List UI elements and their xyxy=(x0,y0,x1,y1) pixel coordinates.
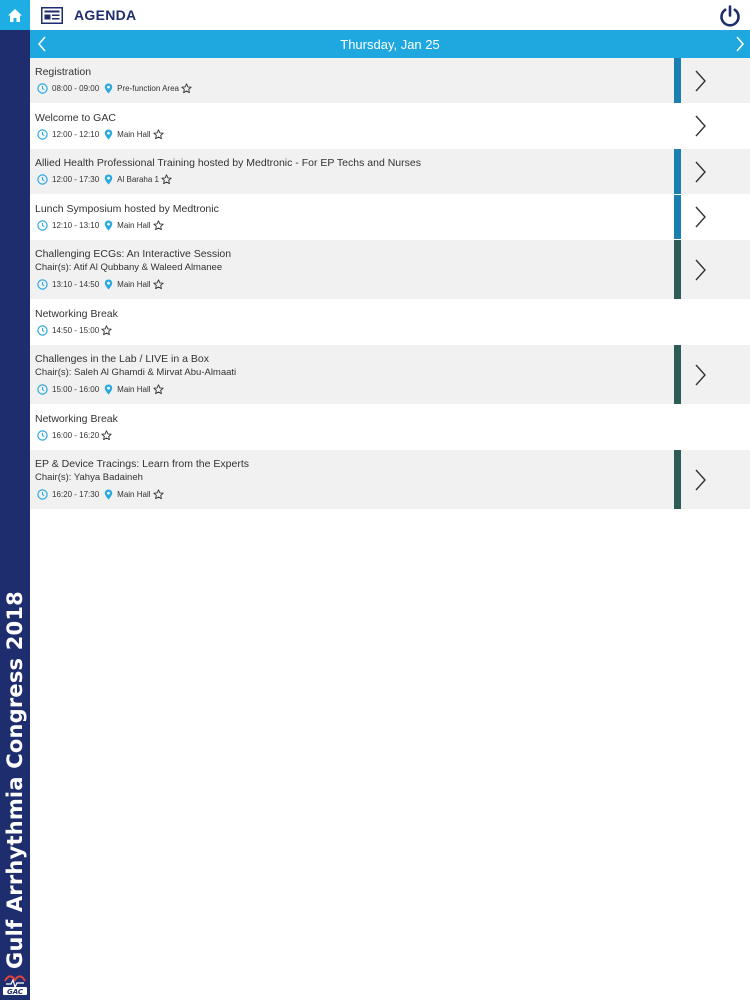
clock-icon xyxy=(37,129,48,140)
sidebar xyxy=(0,0,30,1000)
chevron-right-icon xyxy=(693,258,707,282)
session-title: Challenging ECGs: An Interactive Session xyxy=(35,248,232,260)
home-icon xyxy=(7,8,23,23)
session-row[interactable] xyxy=(30,195,750,240)
session-track-bar xyxy=(674,240,681,299)
clock-icon xyxy=(37,384,48,395)
session-detail-button[interactable] xyxy=(682,58,718,103)
session-detail-button[interactable] xyxy=(682,104,718,148)
gac-logo-text: GAC xyxy=(6,988,24,996)
session-detail-button[interactable] xyxy=(682,195,718,239)
session-time: 16:20 - 17:30 xyxy=(52,489,100,499)
session-detail-button[interactable] xyxy=(682,240,718,299)
session-list xyxy=(30,58,750,510)
date-navigation-bar xyxy=(30,30,750,58)
session-row xyxy=(30,300,750,345)
session-title: Networking Break xyxy=(35,413,118,425)
session-meta xyxy=(37,278,164,290)
session-location: Main Hall xyxy=(117,220,151,230)
session-time: 12:10 - 13:10 xyxy=(52,220,100,230)
clock-icon xyxy=(37,174,48,185)
clock-icon xyxy=(37,489,48,500)
session-row[interactable] xyxy=(30,149,750,195)
session-row xyxy=(30,405,750,450)
session-title: Welcome to GAC xyxy=(35,112,116,124)
location-pin-icon xyxy=(104,384,113,395)
session-meta xyxy=(37,82,192,94)
session-chairs: Chair(s): Atif Al Qubbany & Waleed Almanee xyxy=(35,262,223,273)
session-time: 12:00 - 12:10 xyxy=(52,129,100,139)
session-chairs: Chair(s): Yahya Badaineh xyxy=(35,472,143,483)
session-time: 15:00 - 16:00 xyxy=(52,384,100,394)
session-location: Pre-function Area xyxy=(117,83,179,93)
session-row[interactable] xyxy=(30,58,750,104)
chevron-right-icon xyxy=(693,205,707,229)
chevron-right-icon xyxy=(693,468,707,492)
session-title: Challenges in the Lab / LIVE in a Box xyxy=(35,353,209,365)
location-pin-icon xyxy=(104,174,113,185)
home-button[interactable] xyxy=(0,0,30,30)
session-location: Main Hall xyxy=(117,489,151,499)
chevron-right-icon xyxy=(693,69,707,93)
session-track-bar xyxy=(674,149,681,194)
session-time: 16:00 - 16:20 xyxy=(52,430,100,440)
favorite-star-icon[interactable] xyxy=(153,489,164,500)
location-pin-icon xyxy=(104,489,113,500)
location-pin-icon xyxy=(104,83,113,94)
congress-brand-text: Gulf Arrhythmia Congress 2018 xyxy=(3,591,27,969)
gac-logo xyxy=(2,972,28,996)
session-location: Main Hall xyxy=(117,129,151,139)
chevron-right-icon xyxy=(693,114,707,138)
session-detail-button[interactable] xyxy=(682,450,718,509)
session-detail-button[interactable] xyxy=(682,345,718,404)
session-track-bar xyxy=(674,195,681,239)
chevron-right-icon xyxy=(693,160,707,184)
favorite-star-icon[interactable] xyxy=(153,279,164,290)
session-location: Al Baraha 1 xyxy=(117,174,159,184)
session-meta xyxy=(37,324,112,336)
clock-icon xyxy=(37,430,48,441)
session-title: Lunch Symposium hosted by Medtronic xyxy=(35,203,219,215)
session-track-bar xyxy=(674,450,681,509)
session-time: 14:50 - 15:00 xyxy=(52,325,100,335)
session-meta xyxy=(37,128,164,140)
session-title: Registration xyxy=(35,66,92,78)
favorite-star-icon[interactable] xyxy=(153,384,164,395)
session-row[interactable] xyxy=(30,345,750,405)
session-title: Networking Break xyxy=(35,308,118,320)
top-header xyxy=(30,0,750,30)
location-pin-icon xyxy=(104,220,113,231)
session-location: Main Hall xyxy=(117,279,151,289)
session-meta xyxy=(37,383,164,395)
power-icon[interactable] xyxy=(718,4,742,28)
clock-icon xyxy=(37,83,48,94)
agenda-icon xyxy=(41,7,63,24)
session-time: 13:10 - 14:50 xyxy=(52,279,100,289)
favorite-star-icon[interactable] xyxy=(153,220,164,231)
session-title: Allied Health Professional Training hosted by Medtronic - For EP Techs and Nurses xyxy=(35,157,421,169)
session-time: 12:00 - 17:30 xyxy=(52,174,100,184)
session-meta xyxy=(37,219,164,231)
favorite-star-icon[interactable] xyxy=(101,430,112,441)
favorite-star-icon[interactable] xyxy=(181,83,192,94)
session-track-bar xyxy=(674,58,681,103)
session-chairs: Chair(s): Saleh Al Ghamdi & Mirvat Abu-Almaati xyxy=(35,367,237,378)
session-row[interactable] xyxy=(30,240,750,300)
favorite-star-icon[interactable] xyxy=(101,325,112,336)
next-day-chevron-icon[interactable] xyxy=(730,34,748,54)
session-meta xyxy=(37,488,164,500)
session-location: Main Hall xyxy=(117,384,151,394)
favorite-star-icon[interactable] xyxy=(161,174,172,185)
session-meta xyxy=(37,429,112,441)
session-track-bar xyxy=(674,345,681,404)
session-meta xyxy=(37,173,172,185)
chevron-right-icon xyxy=(693,363,707,387)
session-row[interactable] xyxy=(30,450,750,510)
clock-icon xyxy=(37,325,48,336)
clock-icon xyxy=(37,279,48,290)
current-date-label: Thursday, Jan 25 xyxy=(340,37,440,52)
session-row[interactable] xyxy=(30,104,750,149)
favorite-star-icon[interactable] xyxy=(153,129,164,140)
session-time: 08:00 - 09:00 xyxy=(52,83,100,93)
session-detail-button[interactable] xyxy=(682,149,718,194)
session-title: EP & Device Tracings: Learn from the Experts xyxy=(35,458,249,470)
page-title: AGENDA xyxy=(74,7,137,23)
location-pin-icon xyxy=(104,279,113,290)
clock-icon xyxy=(37,220,48,231)
location-pin-icon xyxy=(104,129,113,140)
